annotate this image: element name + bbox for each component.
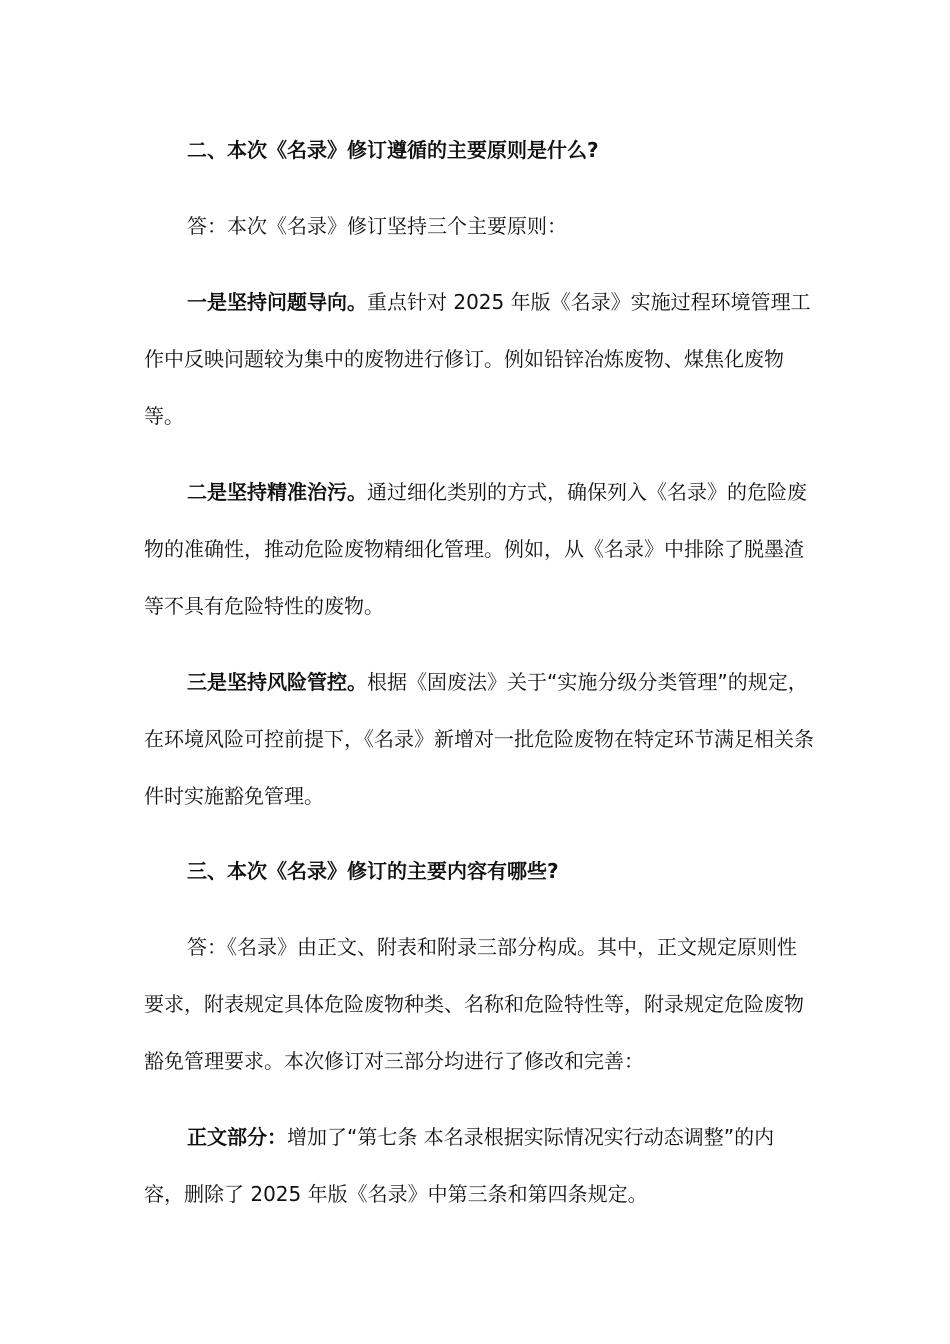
principle-3-lead: 三是坚持风险管控。 [187,670,367,694]
principle-3-paragraph [144,654,814,825]
section-heading-principles: 二、本次《名录》修订遵循的主要原则是什么? [187,138,599,162]
principle-1-paragraph [144,274,814,445]
principle-3-text: 根据《固废法》关于“实施分级分类管理”的规定，在环境风险可控前提下，《名录》新增对一批危险废物在特定环节满足相关条件时实施豁免管理。 [144,670,814,808]
principle-2-lead: 二是坚持精准治污。 [187,480,367,504]
body-part-paragraph [144,1109,814,1223]
body-part-text: 增加了“第七条 本名录根据实际情况实行动态调整”的内容，删除了 2025 年版《名录》中第三条和第四条规定。 [144,1125,775,1206]
principle-1-lead: 一是坚持问题导向。 [187,290,367,314]
answer-intro-principles: 答：本次《名录》修订坚持三个主要原则： [187,214,567,238]
section-heading-content: 三、本次《名录》修订的主要内容有哪些? [187,859,559,883]
principle-2-text: 通过细化类别的方式，确保列入《名录》的危险废物的准确性，推动危险废物精细化管理。例如，从《名录》中排除了脱墨渣等不具有危险特性的废物。 [144,480,807,618]
body-part-lead: 正文部分： [187,1125,287,1149]
answer-content-paragraph: 答：《名录》由正文、附表和附录三部分构成。其中，正文规定原则性要求，附表规定具体危险废物种类、名称和危险特性等，附录规定危险废物豁免管理要求。本次修订对三部分均进行了修改和完善： [144,935,804,1073]
principle-1-text: 重点针对 2025 年版《名录》实施过程环境管理工作中反映问题较为集中的废物进行修订。例如铅锌冶炼废物、煤焦化废物等。 [144,290,811,428]
principle-2-paragraph [144,464,814,635]
